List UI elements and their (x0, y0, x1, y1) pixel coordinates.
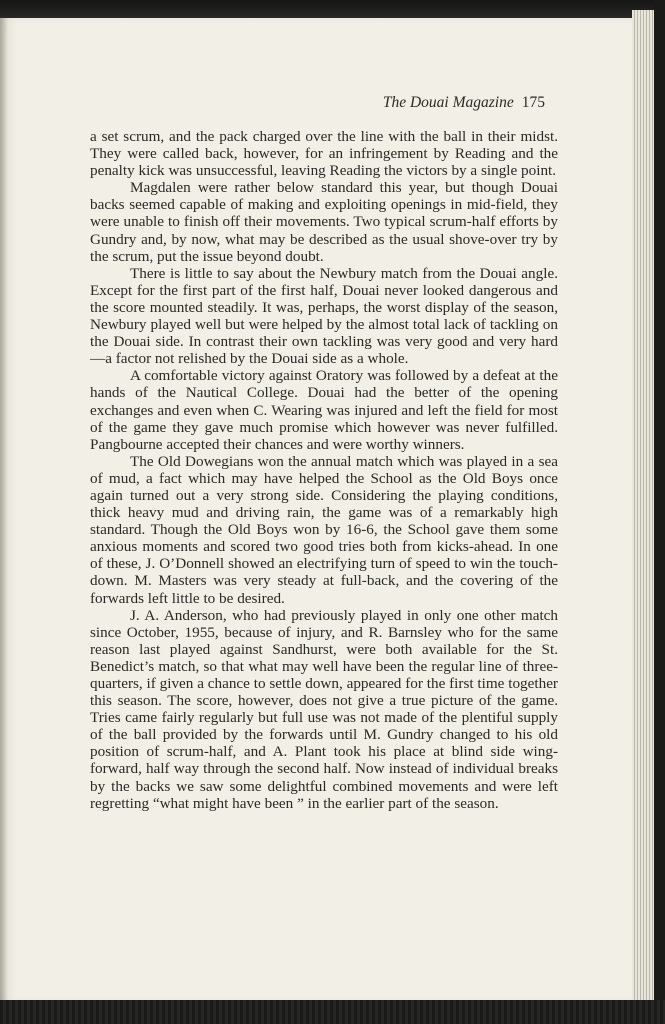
page-stack-edge (632, 10, 654, 1000)
paragraph: A comfortable victory against Oratory was followed by a defeat at the hands of the Nautical College. Douai had the better of the opening exchanges and even when C. Wearing was injured and left the field for most of the game they gave much promise which however was never fulfilled. Pangbourne accepted their chances and were worthy winners. (90, 367, 558, 453)
book-top-edge (0, 0, 665, 20)
running-header (300, 94, 545, 112)
paragraph: Magdalen were rather below standard this year, but though Douai backs seemed capable of making and exploiting openings in mid-field, they were unable to finish off their movements. Two typical scrum-half efforts by Gundry and, by now, what may be described as the usual shove-over try by the scrum, put the issue beyond doubt. (90, 179, 558, 265)
gutter-shadow (0, 18, 8, 1002)
paragraph: The Old Dowegians won the annual match which was played in a sea of mud, a fact which may have helped the School as the Old Boys once again turned out a very strong side. Considering the playing conditions, thick heavy mud and driving rain, the game was of a remarkably high standard. Though the Old Boys won by 16-6, the School gave them some anxious moments and scored two good tries both from kicks-ahead. In one of these, J. O’Donnell showed an electrifying turn of speed to win the touch-down. M. Masters was very steady at full-back, and the covering of the forwards left little to be desired. (90, 452, 558, 607)
cover-edge (654, 0, 665, 1024)
body-text (90, 128, 558, 812)
paragraph: a set scrum, and the pack charged over the line with the ball in their midst. They were called back, however, for an infringement by Reading and the penalty kick was unsuccessful, leaving Reading the victors by a single point. (90, 128, 558, 180)
running-header-title: The Douai Magazine (382, 94, 514, 111)
book-bottom-edge (0, 1000, 665, 1024)
paragraph: There is little to say about the Newbury match from the Douai angle. Except for the first part of the first half, Douai never looked dangerous and the score mounted steadily. It was, perhaps, the worst display of the season, Newbury played well but were helped by the almost total lack of tackling on the Douai side. In contrast their own tackling was very good and very hard—a factor not relished by the Douai side as a whole. (90, 264, 558, 368)
paragraph: J. A. Anderson, who had previously played in only one other match since October, 1955, because of injury, and R. Barnsley who for the same reason last played against Sandhurst, were both available for the St. Benedict’s match, so that what may well have been the regular line of three-quarters, if given a chance to settle down, appeared for the first time together this season. The score, however, does not give a true picture of the game. Tries came fairly regularly but full use was not made of the plentiful supply of the ball provided by the forwards until M. Gundry changed to his old position of scrum-half, and A. Plant took his place at blind side wing-forward, half way through the second half. Now instead of individual breaks by the backs we saw some delightful combined movements and were left regretting “what might have been ” in the earlier part of the season. (90, 606, 558, 812)
page-number: 175 (521, 94, 545, 111)
